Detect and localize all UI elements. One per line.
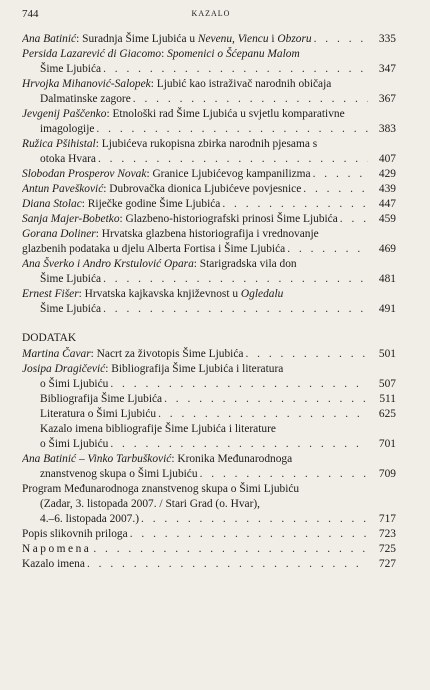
entry-text xyxy=(22,167,311,182)
page-ref: 367 xyxy=(378,93,396,105)
entry-text xyxy=(22,542,91,557)
author-name: Josipa Dragičević xyxy=(22,363,106,375)
page-ref: 717 xyxy=(378,513,396,525)
toc-line xyxy=(22,557,396,572)
page-ref: 459 xyxy=(378,213,396,225)
page-ref: 335 xyxy=(378,33,396,45)
toc-entry[interactable] xyxy=(22,287,396,317)
dot-leader xyxy=(103,272,368,287)
toc-line xyxy=(22,392,396,407)
dot-leader xyxy=(110,377,368,392)
toc-line xyxy=(22,212,396,227)
dot-leader xyxy=(103,302,368,317)
dot-leader xyxy=(287,242,368,257)
toc-line xyxy=(22,182,396,197)
dot-leader xyxy=(314,32,368,47)
toc-line xyxy=(22,227,396,242)
page-ref: 727 xyxy=(378,558,396,570)
title-text: : Hrvatska glazbena historiografija i vrednovanje xyxy=(95,228,319,240)
page-ref: 501 xyxy=(378,348,396,360)
page-ref: 625 xyxy=(378,408,396,420)
entry-text xyxy=(22,257,297,272)
title-text: o Šimi Ljubiću xyxy=(40,378,109,390)
entry-text xyxy=(40,377,108,392)
page-ref: 469 xyxy=(378,243,396,255)
entry-text xyxy=(40,497,260,512)
entry-text xyxy=(40,437,108,452)
toc-line xyxy=(22,197,396,212)
author-name: Diana Stolac xyxy=(22,198,82,210)
toc-line xyxy=(22,467,396,482)
page-ref: 383 xyxy=(378,123,396,135)
entry-text xyxy=(40,392,162,407)
page-ref: 723 xyxy=(378,528,396,540)
title-text: (Zadar, 3. listopada 2007. / Stari Grad (o. Hvar), xyxy=(40,498,261,510)
entry-text xyxy=(22,362,283,377)
author-name: Hrvojka Mihanović-Salopek xyxy=(22,78,151,90)
title-text: Kazalo imena xyxy=(22,558,85,570)
toc-line xyxy=(22,452,396,467)
toc-line xyxy=(22,257,396,272)
dot-leader xyxy=(96,122,368,137)
dot-leader xyxy=(164,392,368,407)
entry-text xyxy=(40,92,131,107)
author-name: Ružica Pšihistal xyxy=(22,138,96,150)
title-text: Literatura o Šimi Ljubiću xyxy=(40,408,157,420)
italic-title: Spomenici o Šćepanu Malom xyxy=(167,48,300,60)
page-ref: 429 xyxy=(378,168,396,180)
title-text: Šime Ljubića xyxy=(40,303,102,315)
title-text: znanstvenog skupa o Šimi Ljubiću xyxy=(40,468,198,480)
dot-leader xyxy=(133,92,368,107)
author-name: Slobodan Prosperov Novak xyxy=(22,168,147,180)
dot-leader xyxy=(340,212,368,227)
dot-leader xyxy=(93,542,368,557)
toc-entry[interactable] xyxy=(22,167,396,182)
dot-leader xyxy=(303,182,368,197)
table-of-contents xyxy=(22,32,396,572)
toc-line xyxy=(22,347,396,362)
toc-entry[interactable] xyxy=(22,107,396,137)
entry-text xyxy=(40,152,96,167)
toc-entry[interactable] xyxy=(22,527,396,542)
title-text: : Etnološki rad Šime Ljubića u svjetlu komparativne xyxy=(106,108,345,120)
entry-text xyxy=(22,77,331,92)
title-text: Popis slikovnih priloga xyxy=(22,528,128,540)
toc-line xyxy=(22,272,396,287)
title-text: Dalmatinske zagore xyxy=(40,93,131,105)
entry-text xyxy=(22,227,319,242)
page-ref: 701 xyxy=(378,438,396,450)
running-title: KAZALO xyxy=(191,9,231,18)
title-text: i xyxy=(268,33,278,45)
page-ref: 491 xyxy=(378,303,396,315)
title-text: 4.–6. listopada 2007.) xyxy=(40,513,140,525)
toc-line xyxy=(22,407,396,422)
dot-leader xyxy=(245,347,368,362)
page-ref: 511 xyxy=(379,393,396,405)
italic-title: Obzoru xyxy=(277,33,312,45)
toc-line xyxy=(22,242,396,257)
title-text: otoka Hvara xyxy=(40,153,96,165)
entry-text xyxy=(22,242,285,257)
title-text: : Bibliografija Šime Ljubića i literatura xyxy=(105,363,284,375)
toc-line xyxy=(22,542,396,557)
title-text: : xyxy=(161,48,168,60)
entry-text xyxy=(40,422,276,437)
dot-leader xyxy=(158,407,368,422)
toc-entry[interactable] xyxy=(22,212,396,227)
entry-text xyxy=(22,32,312,47)
dot-leader xyxy=(130,527,368,542)
title-text: glazbenih podataka u djelu Alberta Fortisa i Šime Ljubića xyxy=(22,243,286,255)
entry-text xyxy=(22,287,283,302)
italic-title: Ogledalu xyxy=(240,288,284,300)
dot-leader xyxy=(87,557,368,572)
page-ref: 407 xyxy=(378,153,396,165)
entry-text xyxy=(22,107,345,122)
title-text: Kazalo imena bibliografije Šime Ljubića i literature xyxy=(40,423,276,435)
section-title: DODATAK xyxy=(22,332,77,344)
dot-leader xyxy=(141,512,368,527)
title-text: : Nacrt za životopis Šime Ljubića xyxy=(90,348,244,360)
title-text: Napomena xyxy=(22,543,92,555)
toc-entry[interactable] xyxy=(22,542,396,557)
entry-text xyxy=(40,62,101,77)
toc-entry[interactable] xyxy=(22,77,396,107)
entry-text xyxy=(22,482,299,497)
entry-text xyxy=(40,122,94,137)
toc-entry[interactable] xyxy=(22,137,396,167)
title-text: : Granice Ljubićevog kampanilizma xyxy=(146,168,311,180)
title-text: imagologije xyxy=(40,123,95,135)
title-text: Program Međunarodnoga znanstvenog skupa o Šimi Ljubiću xyxy=(22,483,300,495)
entry-text xyxy=(22,47,300,62)
entry-text xyxy=(22,452,292,467)
title-text: : Ljubić kao istraživač narodnih običaja xyxy=(150,78,332,90)
dot-leader xyxy=(222,197,368,212)
toc-line xyxy=(22,137,396,152)
appendix-entries xyxy=(22,347,396,572)
toc-line xyxy=(22,302,396,317)
page-ref: 481 xyxy=(378,273,396,285)
title-text: : Hrvatska kajkavska književnost u xyxy=(78,288,241,300)
toc-line xyxy=(22,527,396,542)
toc-entry[interactable] xyxy=(22,32,396,47)
page-ref: 725 xyxy=(378,543,396,555)
page-ref: 347 xyxy=(378,63,396,75)
author-name: Ana Batinić xyxy=(22,33,77,45)
page-ref: 447 xyxy=(378,198,396,210)
toc-line xyxy=(22,287,396,302)
dot-leader xyxy=(110,437,368,452)
title-text: : Suradnja Šime Ljubića u xyxy=(76,33,198,45)
author-name: Sanja Majer-Bobetko xyxy=(22,213,120,225)
entry-text xyxy=(40,407,156,422)
toc-entry[interactable] xyxy=(22,452,396,482)
toc-entry[interactable] xyxy=(22,257,396,287)
toc-line xyxy=(22,107,396,122)
dot-leader xyxy=(200,467,368,482)
toc-line xyxy=(22,62,396,77)
page-ref: 439 xyxy=(378,183,396,195)
toc-entry[interactable] xyxy=(22,362,396,452)
title-text: : Dubrovačka dionica Ljubićeve povjesnice xyxy=(103,183,302,195)
toc-line xyxy=(22,437,396,452)
author-name: Antun Pavešković xyxy=(22,183,104,195)
toc-entry[interactable] xyxy=(22,347,396,362)
toc-line xyxy=(22,167,396,182)
entry-text xyxy=(22,212,338,227)
toc-line xyxy=(22,122,396,137)
title-text: Šime Ljubića xyxy=(40,63,102,75)
title-text: : Starigradska vila don xyxy=(193,258,297,270)
page-number: 744 xyxy=(22,8,39,20)
entry-text xyxy=(22,197,220,212)
dot-leader xyxy=(103,62,368,77)
toc-entry[interactable] xyxy=(22,197,396,212)
title-text: : Glazbeno-historiografski prinosi Šime Ljubića xyxy=(119,213,338,225)
page-ref: 709 xyxy=(378,468,396,480)
author-name: Gorana Doliner xyxy=(22,228,96,240)
entry-text xyxy=(22,182,301,197)
toc-entry[interactable] xyxy=(22,227,396,257)
toc-line xyxy=(22,47,396,62)
author-name: Persida Lazarević di Giacomo xyxy=(22,48,162,60)
title-text: : Riječke godine Šime Ljubića xyxy=(81,198,221,210)
contents-entries xyxy=(22,32,396,317)
entry-text xyxy=(40,302,101,317)
entry-text xyxy=(40,467,198,482)
toc-entry[interactable] xyxy=(22,557,396,572)
toc-line xyxy=(22,512,396,527)
page-ref: 507 xyxy=(378,378,396,390)
toc-entry[interactable] xyxy=(22,482,396,527)
entry-text xyxy=(22,347,243,362)
title-text: o Šimi Ljubiću xyxy=(40,438,109,450)
dot-leader xyxy=(313,167,368,182)
toc-line xyxy=(22,422,396,437)
italic-title: Nevenu, Viencu xyxy=(197,33,269,45)
title-text: Bibliografija Šime Ljubića xyxy=(40,393,163,405)
toc-entry[interactable] xyxy=(22,47,396,77)
author-name: Martina Čavar xyxy=(22,348,91,360)
title-text: : Kronika Međunarodnoga xyxy=(171,453,293,465)
toc-entry[interactable] xyxy=(22,182,396,197)
dot-leader xyxy=(98,152,368,167)
entry-text xyxy=(40,512,139,527)
author-name: Jevgenij Paščenko xyxy=(22,108,107,120)
title-text: Šime Ljubića xyxy=(40,273,102,285)
entry-text xyxy=(22,527,128,542)
toc-line xyxy=(22,92,396,107)
entry-text xyxy=(22,557,85,572)
toc-line xyxy=(22,152,396,167)
toc-line xyxy=(22,482,396,497)
toc-line xyxy=(22,32,396,47)
author-name: Ernest Fišer xyxy=(22,288,79,300)
entry-text xyxy=(40,272,101,287)
author-name: Ana Batinić – Vinko Tarbušković xyxy=(22,453,172,465)
entry-text xyxy=(22,137,317,152)
toc-line xyxy=(22,377,396,392)
page-header xyxy=(22,8,400,22)
toc-line xyxy=(22,362,396,377)
toc-line xyxy=(22,77,396,92)
toc-line xyxy=(22,497,396,512)
title-text: : Ljubićeva rukopisna zbirka narodnih pjesama s xyxy=(95,138,318,150)
author-name: Ana Šverko i Andro Krstulović Opara xyxy=(22,258,194,270)
